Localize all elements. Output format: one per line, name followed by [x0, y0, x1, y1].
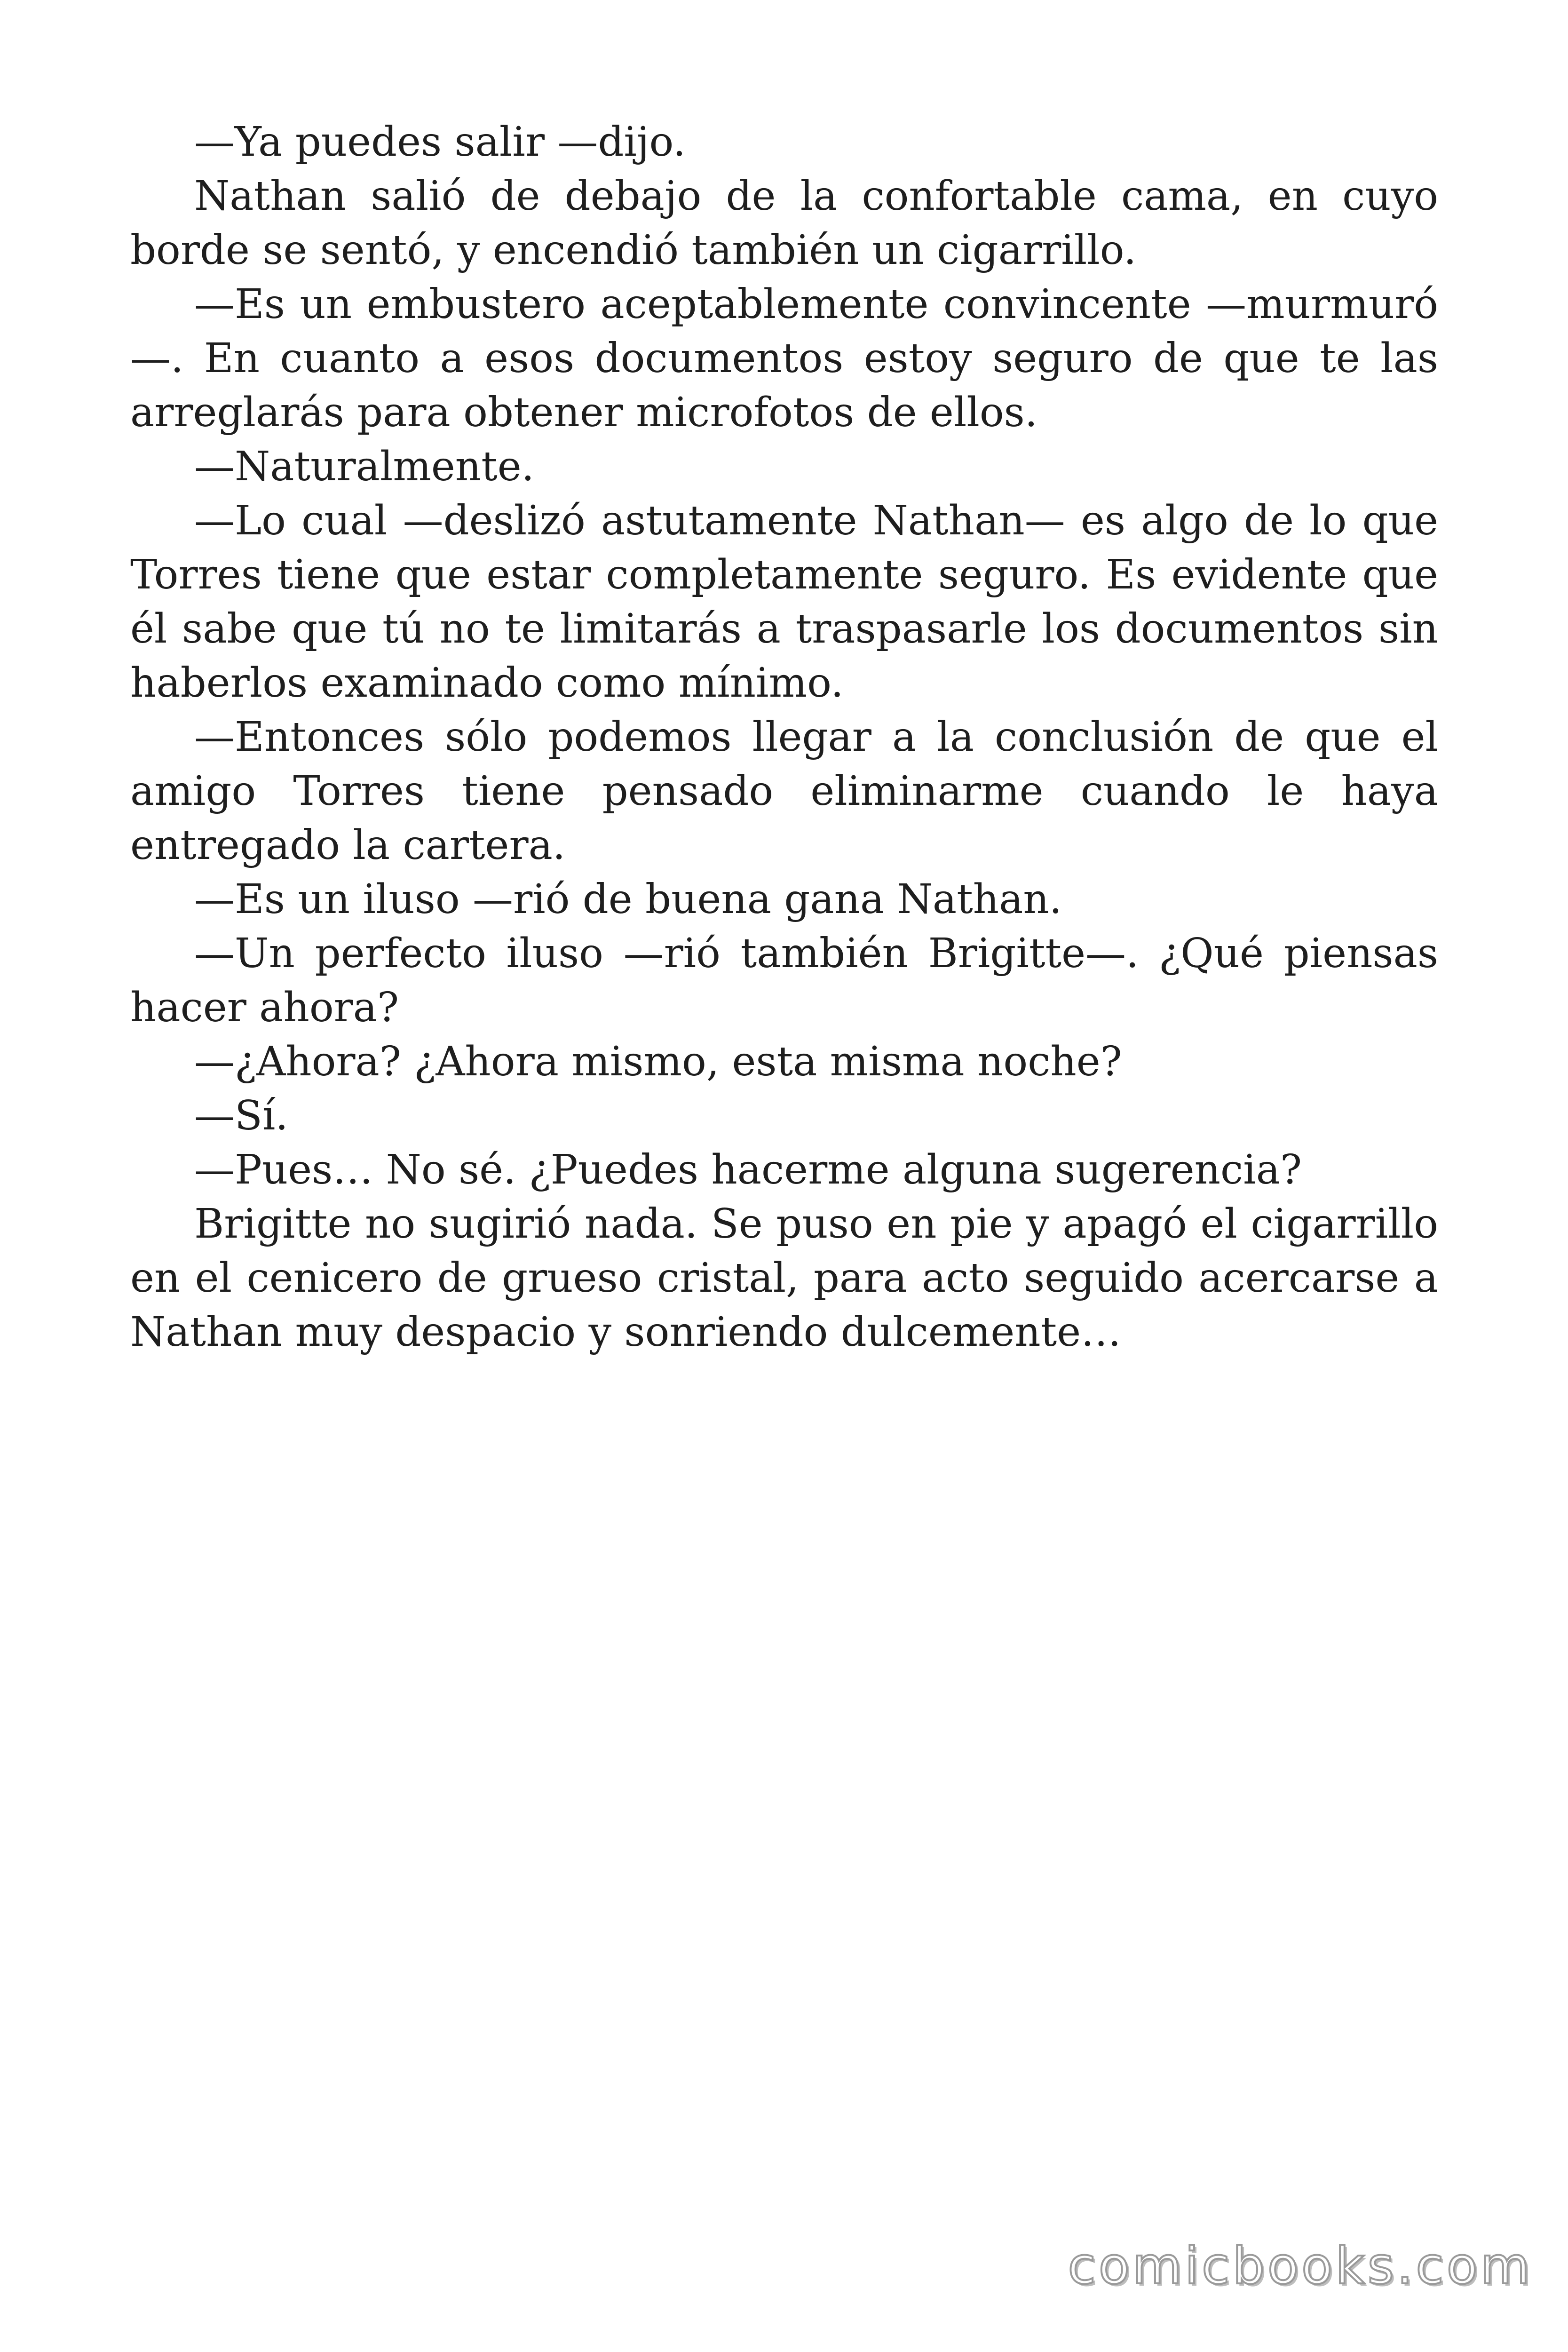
paragraph: —¿Ahora? ¿Ahora mismo, esta misma noche? — [194, 1038, 1122, 1085]
paragraph: —Sí. — [194, 1092, 288, 1139]
paragraph: —Naturalmente. — [194, 443, 534, 490]
paragraph: Nathan salió de debajo de la confortable cama, en cuyo borde se sentó, y encendió también un cigarrillo. — [130, 173, 1438, 274]
paragraph: —Es un iluso —rió de buena gana Nathan. — [194, 876, 1062, 923]
paragraph: —Ya puedes salir —dijo. — [194, 119, 686, 166]
paragraph: —Un perfecto iluso —rió también Brigitte—. ¿Qué piensas hacer ahora? — [130, 930, 1438, 1031]
watermark: comicbooks.com — [1068, 2237, 1533, 2296]
page-body — [130, 115, 1438, 1359]
paragraph: —Es un embustero aceptablemente convincente —murmuró—. En cuanto a esos documentos estoy seguro de que te las arreglarás para obtener microfotos de ellos. — [130, 281, 1438, 436]
paragraph: —Lo cual —deslizó astutamente Nathan— es algo de lo que Torres tiene que estar completamente seguro. Es evidente que él sabe que tú no te limitarás a traspasarle los documentos sin haberlos examinado como mínimo. — [130, 497, 1438, 707]
paragraph: Brigitte no sugirió nada. Se puso en pie y apagó el cigarrillo en el cenicero de grueso cristal, para acto seguido acercarse a Nathan muy despacio y sonriendo dulcemente… — [130, 1200, 1438, 1356]
paragraph: —Entonces sólo podemos llegar a la conclusión de que el amigo Torres tiene pensado eliminarme cuando le haya entregado la cartera. — [130, 714, 1438, 869]
paragraph: —Pues… No sé. ¿Puedes hacerme alguna sugerencia? — [194, 1146, 1302, 1193]
